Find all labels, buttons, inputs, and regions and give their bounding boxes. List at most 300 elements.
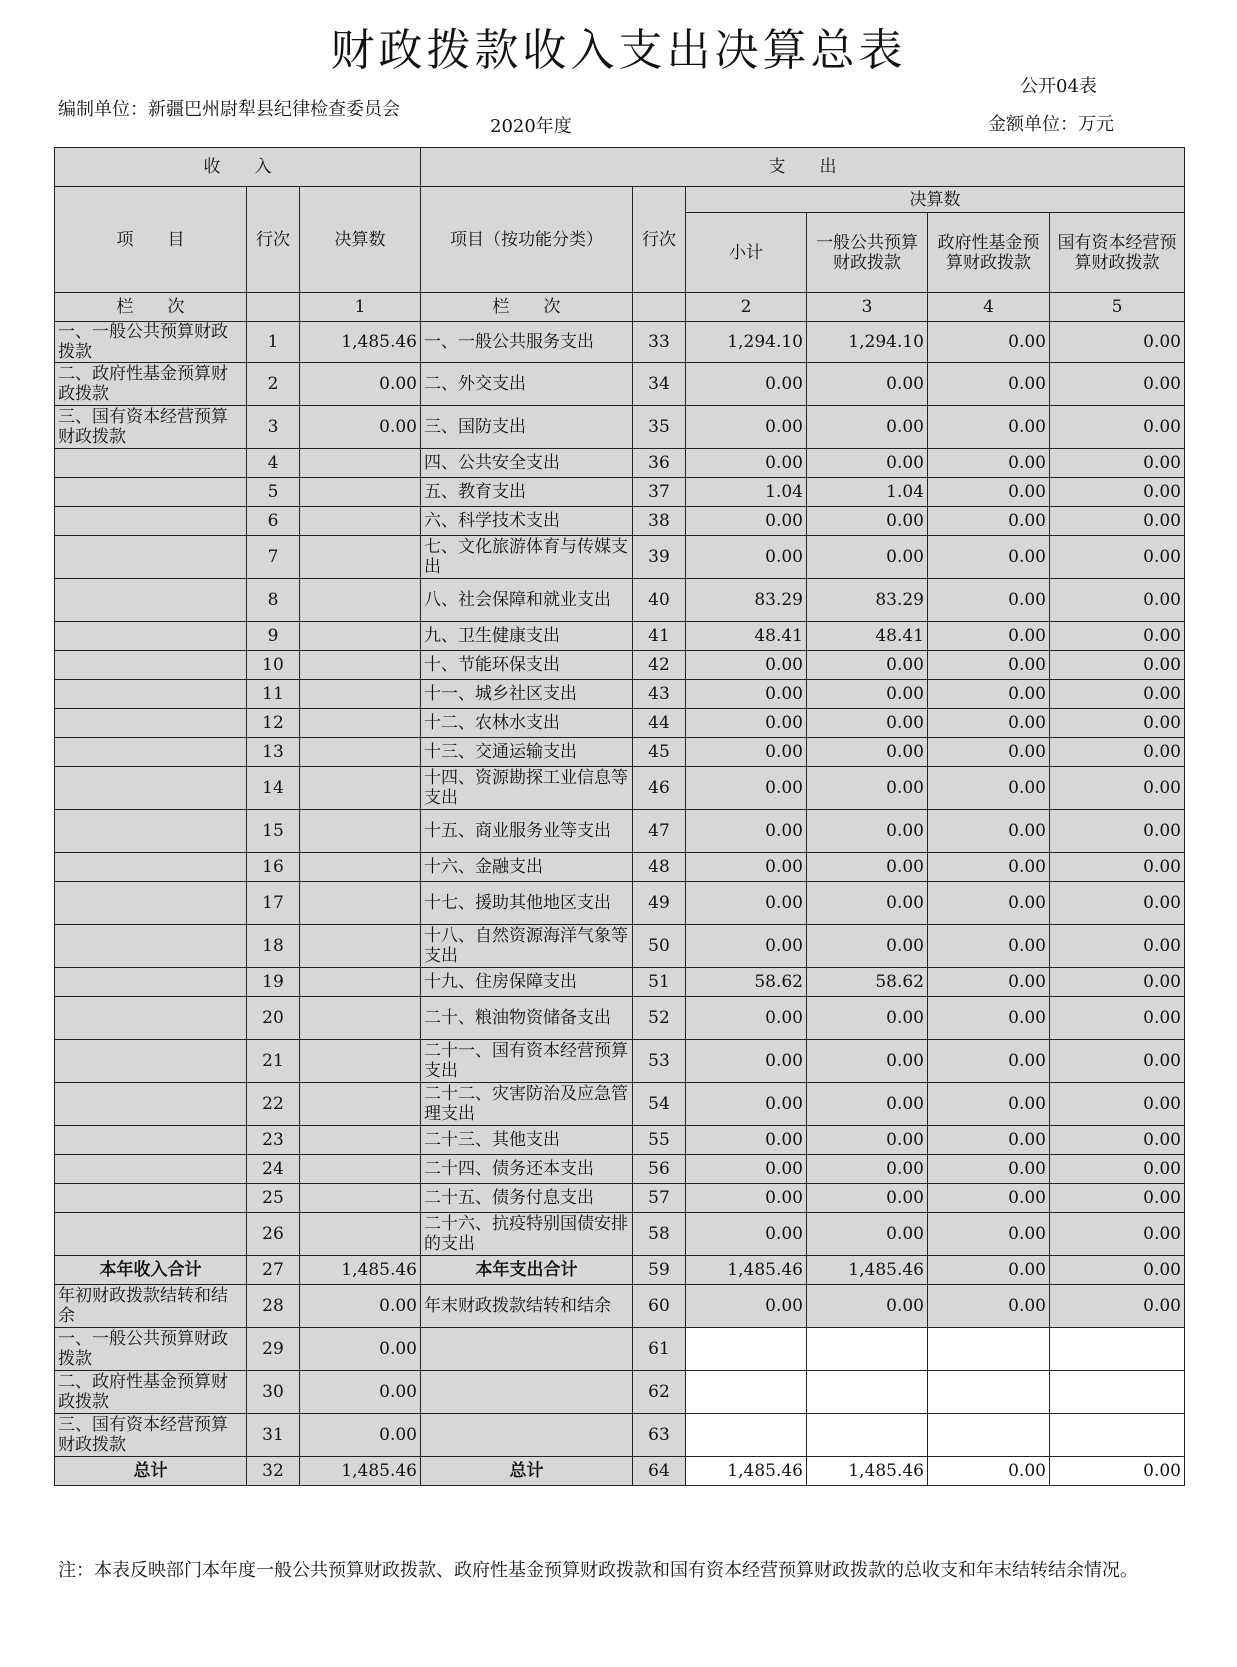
table-row bbox=[55, 882, 1185, 925]
table-number: 公开04表 bbox=[1020, 76, 1097, 97]
income-row-no: 16 bbox=[247, 853, 300, 882]
gov-fund-value: 0.00 bbox=[928, 1256, 1050, 1285]
gov-fund-value: 0.00 bbox=[928, 622, 1050, 651]
general-budget-value: 0.00 bbox=[807, 853, 928, 882]
income-column-label: 栏 次 bbox=[55, 293, 247, 322]
gov-fund-value: 0.00 bbox=[928, 1184, 1050, 1213]
income-item bbox=[55, 478, 247, 507]
income-item: 二、政府性基金预算财政拨款 bbox=[55, 1371, 247, 1414]
state-capital-value: 0.00 bbox=[1050, 579, 1185, 622]
table-row bbox=[55, 478, 1185, 507]
income-item bbox=[55, 968, 247, 997]
income-value bbox=[300, 810, 421, 853]
gov-fund-value: 0.00 bbox=[928, 1213, 1050, 1256]
subtotal-value: 0.00 bbox=[686, 738, 807, 767]
expense-column-label: 栏 次 bbox=[421, 293, 633, 322]
table-row bbox=[55, 925, 1185, 968]
subtotal-value: 0.00 bbox=[686, 853, 807, 882]
final-accounts-table bbox=[54, 147, 1185, 1486]
state-capital-value: 0.00 bbox=[1050, 738, 1185, 767]
state-capital-value: 0.00 bbox=[1050, 478, 1185, 507]
income-item bbox=[55, 622, 247, 651]
income-row-no: 26 bbox=[247, 1213, 300, 1256]
income-row-no: 6 bbox=[247, 507, 300, 536]
table-row bbox=[55, 1213, 1185, 1256]
general-budget-value bbox=[807, 1371, 928, 1414]
income-value: 0.00 bbox=[300, 406, 421, 449]
table-row bbox=[55, 579, 1185, 622]
gov-fund-value: 0.00 bbox=[928, 925, 1050, 968]
table-row bbox=[55, 1184, 1185, 1213]
expense-item: 二十、粮油物资储备支出 bbox=[421, 997, 633, 1040]
general-budget-value: 83.29 bbox=[807, 579, 928, 622]
expense-item: 十一、城乡社区支出 bbox=[421, 680, 633, 709]
gov-fund-value bbox=[928, 1371, 1050, 1414]
general-budget-value: 0.00 bbox=[807, 709, 928, 738]
general-budget-value bbox=[807, 1328, 928, 1371]
general-budget-value: 0.00 bbox=[807, 882, 928, 925]
table-row bbox=[55, 810, 1185, 853]
income-value bbox=[300, 579, 421, 622]
general-budget-value: 0.00 bbox=[807, 1184, 928, 1213]
table-row bbox=[55, 1083, 1185, 1126]
expense-item-header: 项目（按功能分类） bbox=[421, 187, 633, 293]
expense-item bbox=[421, 1371, 633, 1414]
income-row-no: 30 bbox=[247, 1371, 300, 1414]
income-row-no: 21 bbox=[247, 1040, 300, 1083]
income-value bbox=[300, 709, 421, 738]
expense-row-no: 52 bbox=[633, 997, 686, 1040]
income-value: 0.00 bbox=[300, 363, 421, 406]
income-value bbox=[300, 997, 421, 1040]
income-value bbox=[300, 622, 421, 651]
subtotal-value: 48.41 bbox=[686, 622, 807, 651]
general-budget-value: 0.00 bbox=[807, 680, 928, 709]
income-row-no: 4 bbox=[247, 449, 300, 478]
income-row-no: 25 bbox=[247, 1184, 300, 1213]
income-item: 三、国有资本经营预算财政拨款 bbox=[55, 1414, 247, 1457]
income-item: 年初财政拨款结转和结余 bbox=[55, 1285, 247, 1328]
income-value bbox=[300, 1126, 421, 1155]
expense-item: 十六、金融支出 bbox=[421, 853, 633, 882]
col-3: 3 bbox=[807, 293, 928, 322]
state-capital-value: 0.00 bbox=[1050, 322, 1185, 363]
expense-row-no: 38 bbox=[633, 507, 686, 536]
subtotal-value: 0.00 bbox=[686, 810, 807, 853]
state-capital-value: 0.00 bbox=[1050, 651, 1185, 680]
expense-item: 七、文化旅游体育与传媒支出 bbox=[421, 536, 633, 579]
general-budget-value: 0.00 bbox=[807, 767, 928, 810]
expense-item: 十九、住房保障支出 bbox=[421, 968, 633, 997]
income-row-no: 28 bbox=[247, 1285, 300, 1328]
income-value: 1,485.46 bbox=[300, 322, 421, 363]
general-budget-value: 48.41 bbox=[807, 622, 928, 651]
expense-row-no: 50 bbox=[633, 925, 686, 968]
expense-row-no: 40 bbox=[633, 579, 686, 622]
state-capital-value: 0.00 bbox=[1050, 1040, 1185, 1083]
subtotal-value: 0.00 bbox=[686, 680, 807, 709]
income-item bbox=[55, 680, 247, 709]
expense-item: 十四、资源勘探工业信息等支出 bbox=[421, 767, 633, 810]
income-value bbox=[300, 1155, 421, 1184]
expense-row-no: 37 bbox=[633, 478, 686, 507]
table-row bbox=[55, 767, 1185, 810]
expense-final-group-header: 决算数 bbox=[686, 187, 1185, 213]
expense-item: 十五、商业服务业等支出 bbox=[421, 810, 633, 853]
expense-row-no: 53 bbox=[633, 1040, 686, 1083]
gov-fund-value: 0.00 bbox=[928, 882, 1050, 925]
subtotal-value: 0.00 bbox=[686, 1155, 807, 1184]
income-value bbox=[300, 882, 421, 925]
income-value: 0.00 bbox=[300, 1328, 421, 1371]
general-budget-value: 1,485.46 bbox=[807, 1256, 928, 1285]
expense-row-no: 58 bbox=[633, 1213, 686, 1256]
expense-item: 一、一般公共服务支出 bbox=[421, 322, 633, 363]
footnote: 注：本表反映部门本年度一般公共预算财政拨款、政府性基金预算财政拨款和国有资本经营预算财政拨款的总收支和年末结转结余情况。 bbox=[58, 1560, 1138, 1581]
general-budget-value: 0.00 bbox=[807, 536, 928, 579]
expense-item: 二十一、国有资本经营预算支出 bbox=[421, 1040, 633, 1083]
income-item bbox=[55, 853, 247, 882]
table-row bbox=[55, 968, 1185, 997]
income-row-no: 13 bbox=[247, 738, 300, 767]
income-value bbox=[300, 1184, 421, 1213]
general-budget-value: 0.00 bbox=[807, 363, 928, 406]
expense-item: 总计 bbox=[421, 1457, 633, 1486]
gov-fund-value: 0.00 bbox=[928, 853, 1050, 882]
state-capital-header: 国有资本经营预算财政拨款 bbox=[1050, 213, 1185, 293]
general-budget-header: 一般公共预算财政拨款 bbox=[807, 213, 928, 293]
gov-fund-value: 0.00 bbox=[928, 406, 1050, 449]
income-value: 0.00 bbox=[300, 1371, 421, 1414]
general-budget-value: 0.00 bbox=[807, 507, 928, 536]
income-row-no: 7 bbox=[247, 536, 300, 579]
col-5: 5 bbox=[1050, 293, 1185, 322]
income-row-no: 29 bbox=[247, 1328, 300, 1371]
expense-item: 二十二、灾害防治及应急管理支出 bbox=[421, 1083, 633, 1126]
table-row bbox=[55, 449, 1185, 478]
subtotal-value: 0.00 bbox=[686, 767, 807, 810]
subtotal-value bbox=[686, 1414, 807, 1457]
state-capital-value: 0.00 bbox=[1050, 997, 1185, 1040]
expense-row-no: 49 bbox=[633, 882, 686, 925]
gov-fund-value: 0.00 bbox=[928, 767, 1050, 810]
income-item bbox=[55, 882, 247, 925]
table-row bbox=[55, 1371, 1185, 1414]
state-capital-value: 0.00 bbox=[1050, 1256, 1185, 1285]
subtotal-value: 0.00 bbox=[686, 997, 807, 1040]
state-capital-value: 0.00 bbox=[1050, 1083, 1185, 1126]
state-capital-value: 0.00 bbox=[1050, 536, 1185, 579]
income-row-no: 2 bbox=[247, 363, 300, 406]
income-item bbox=[55, 925, 247, 968]
subtotal-value: 1.04 bbox=[686, 478, 807, 507]
income-item: 总计 bbox=[55, 1457, 247, 1486]
expense-header: 支 出 bbox=[421, 148, 1185, 187]
general-budget-value: 0.00 bbox=[807, 1126, 928, 1155]
expense-row-no: 57 bbox=[633, 1184, 686, 1213]
expense-row-no: 35 bbox=[633, 406, 686, 449]
table-row bbox=[55, 709, 1185, 738]
state-capital-value: 0.00 bbox=[1050, 882, 1185, 925]
state-capital-value: 0.00 bbox=[1050, 449, 1185, 478]
income-value bbox=[300, 968, 421, 997]
expense-row-no: 60 bbox=[633, 1285, 686, 1328]
subtotal-value: 0.00 bbox=[686, 1285, 807, 1328]
state-capital-value: 0.00 bbox=[1050, 767, 1185, 810]
expense-item: 三、国防支出 bbox=[421, 406, 633, 449]
income-row-no: 8 bbox=[247, 579, 300, 622]
income-row-no: 23 bbox=[247, 1126, 300, 1155]
state-capital-value: 0.00 bbox=[1050, 1155, 1185, 1184]
income-value: 0.00 bbox=[300, 1285, 421, 1328]
table-row bbox=[55, 1285, 1185, 1328]
table-row bbox=[55, 1040, 1185, 1083]
income-value bbox=[300, 507, 421, 536]
state-capital-value: 0.00 bbox=[1050, 1213, 1185, 1256]
state-capital-value bbox=[1050, 1414, 1185, 1457]
state-capital-value: 0.00 bbox=[1050, 925, 1185, 968]
income-value bbox=[300, 449, 421, 478]
expense-item: 本年支出合计 bbox=[421, 1256, 633, 1285]
expense-row-no: 55 bbox=[633, 1126, 686, 1155]
general-budget-value: 0.00 bbox=[807, 1040, 928, 1083]
income-row-no: 14 bbox=[247, 767, 300, 810]
income-value bbox=[300, 1213, 421, 1256]
gov-fund-value: 0.00 bbox=[928, 810, 1050, 853]
general-budget-value: 0.00 bbox=[807, 1155, 928, 1184]
expense-row-no: 46 bbox=[633, 767, 686, 810]
expense-item: 二、外交支出 bbox=[421, 363, 633, 406]
subtotal-value: 83.29 bbox=[686, 579, 807, 622]
income-final-header: 决算数 bbox=[300, 187, 421, 293]
table-row bbox=[55, 322, 1185, 363]
income-item: 一、一般公共预算财政拨款 bbox=[55, 322, 247, 363]
subtotal-value: 0.00 bbox=[686, 449, 807, 478]
income-value bbox=[300, 853, 421, 882]
income-item bbox=[55, 449, 247, 478]
col-2: 2 bbox=[686, 293, 807, 322]
income-item bbox=[55, 1155, 247, 1184]
gov-fund-value: 0.00 bbox=[928, 968, 1050, 997]
state-capital-value: 0.00 bbox=[1050, 406, 1185, 449]
state-capital-value bbox=[1050, 1328, 1185, 1371]
gov-fund-value: 0.00 bbox=[928, 1155, 1050, 1184]
income-value bbox=[300, 680, 421, 709]
income-item: 本年收入合计 bbox=[55, 1256, 247, 1285]
expense-row-no: 43 bbox=[633, 680, 686, 709]
page-title: 财政拨款收入支出决算总表 bbox=[330, 25, 907, 76]
table-row bbox=[55, 507, 1185, 536]
income-item: 一、一般公共预算财政拨款 bbox=[55, 1328, 247, 1371]
income-value bbox=[300, 1040, 421, 1083]
state-capital-value: 0.00 bbox=[1050, 853, 1185, 882]
gov-fund-value: 0.00 bbox=[928, 579, 1050, 622]
expense-item bbox=[421, 1328, 633, 1371]
income-row-no: 9 bbox=[247, 622, 300, 651]
expense-item: 十、节能环保支出 bbox=[421, 651, 633, 680]
income-value: 1,485.46 bbox=[300, 1457, 421, 1486]
gov-fund-value: 0.00 bbox=[928, 651, 1050, 680]
income-value bbox=[300, 738, 421, 767]
state-capital-value: 0.00 bbox=[1050, 968, 1185, 997]
gov-fund-value: 0.00 bbox=[928, 1126, 1050, 1155]
table-row bbox=[55, 1256, 1185, 1285]
expense-row-no: 39 bbox=[633, 536, 686, 579]
subtotal-value: 0.00 bbox=[686, 709, 807, 738]
subtotal-header: 小计 bbox=[686, 213, 807, 293]
table-row bbox=[55, 1328, 1185, 1371]
gov-fund-value bbox=[928, 1328, 1050, 1371]
table-row bbox=[55, 363, 1185, 406]
subtotal-value: 0.00 bbox=[686, 536, 807, 579]
income-row-no: 1 bbox=[247, 322, 300, 363]
income-row-no: 15 bbox=[247, 810, 300, 853]
organization-label: 编制单位：新疆巴州尉犁县纪律检查委员会 bbox=[58, 99, 400, 120]
income-item bbox=[55, 579, 247, 622]
expense-item: 十三、交通运输支出 bbox=[421, 738, 633, 767]
subtotal-value: 0.00 bbox=[686, 363, 807, 406]
subtotal-value: 0.00 bbox=[686, 1083, 807, 1126]
expense-row-no: 48 bbox=[633, 853, 686, 882]
fiscal-year: 2020年度 bbox=[490, 116, 572, 137]
income-item bbox=[55, 507, 247, 536]
income-item bbox=[55, 651, 247, 680]
income-item bbox=[55, 1083, 247, 1126]
expense-item: 二十四、债务还本支出 bbox=[421, 1155, 633, 1184]
income-row-no: 17 bbox=[247, 882, 300, 925]
income-row-no: 19 bbox=[247, 968, 300, 997]
income-item bbox=[55, 810, 247, 853]
income-item bbox=[55, 536, 247, 579]
subtotal-value bbox=[686, 1371, 807, 1414]
state-capital-value: 0.00 bbox=[1050, 363, 1185, 406]
income-row-no: 10 bbox=[247, 651, 300, 680]
gov-fund-value: 0.00 bbox=[928, 363, 1050, 406]
income-item bbox=[55, 1184, 247, 1213]
table-row bbox=[55, 997, 1185, 1040]
general-budget-value: 1,294.10 bbox=[807, 322, 928, 363]
income-item-header: 项 目 bbox=[55, 187, 247, 293]
income-item bbox=[55, 1126, 247, 1155]
gov-fund-value: 0.00 bbox=[928, 738, 1050, 767]
col-4: 4 bbox=[928, 293, 1050, 322]
state-capital-value: 0.00 bbox=[1050, 709, 1185, 738]
subtotal-value: 58.62 bbox=[686, 968, 807, 997]
income-item: 二、政府性基金预算财政拨款 bbox=[55, 363, 247, 406]
income-item bbox=[55, 709, 247, 738]
expense-item: 五、教育支出 bbox=[421, 478, 633, 507]
table-row bbox=[55, 738, 1185, 767]
general-budget-value: 1.04 bbox=[807, 478, 928, 507]
income-item bbox=[55, 738, 247, 767]
table-row bbox=[55, 622, 1185, 651]
income-value: 0.00 bbox=[300, 1414, 421, 1457]
table-row bbox=[55, 853, 1185, 882]
state-capital-value: 0.00 bbox=[1050, 622, 1185, 651]
general-budget-value: 0.00 bbox=[807, 997, 928, 1040]
expense-row-no: 45 bbox=[633, 738, 686, 767]
income-item bbox=[55, 997, 247, 1040]
general-budget-value: 0.00 bbox=[807, 449, 928, 478]
income-row-no: 22 bbox=[247, 1083, 300, 1126]
subtotal-value: 0.00 bbox=[686, 1213, 807, 1256]
expense-row-no: 62 bbox=[633, 1371, 686, 1414]
income-row-no: 27 bbox=[247, 1256, 300, 1285]
income-value bbox=[300, 925, 421, 968]
income-row-no: 31 bbox=[247, 1414, 300, 1457]
state-capital-value bbox=[1050, 1371, 1185, 1414]
state-capital-value: 0.00 bbox=[1050, 507, 1185, 536]
expense-item: 九、卫生健康支出 bbox=[421, 622, 633, 651]
gov-fund-value: 0.00 bbox=[928, 536, 1050, 579]
expense-row-no: 59 bbox=[633, 1256, 686, 1285]
table-row bbox=[55, 680, 1185, 709]
expense-item: 十二、农林水支出 bbox=[421, 709, 633, 738]
gov-fund-value: 0.00 bbox=[928, 1040, 1050, 1083]
state-capital-value: 0.00 bbox=[1050, 1184, 1185, 1213]
income-header: 收 入 bbox=[55, 148, 421, 187]
expense-item: 二十五、债务付息支出 bbox=[421, 1184, 633, 1213]
expense-item: 年末财政拨款结转和结余 bbox=[421, 1285, 633, 1328]
table-row bbox=[55, 1155, 1185, 1184]
subtotal-value: 0.00 bbox=[686, 651, 807, 680]
state-capital-value: 0.00 bbox=[1050, 1126, 1185, 1155]
income-item bbox=[55, 767, 247, 810]
subtotal-value: 0.00 bbox=[686, 1040, 807, 1083]
expense-row-no: 54 bbox=[633, 1083, 686, 1126]
income-value bbox=[300, 536, 421, 579]
gov-fund-value: 0.00 bbox=[928, 1285, 1050, 1328]
gov-fund-value: 0.00 bbox=[928, 680, 1050, 709]
income-row-no: 32 bbox=[247, 1457, 300, 1486]
expense-item: 十七、援助其他地区支出 bbox=[421, 882, 633, 925]
subtotal-value: 0.00 bbox=[686, 925, 807, 968]
income-value bbox=[300, 1083, 421, 1126]
expense-row-no: 63 bbox=[633, 1414, 686, 1457]
table-row bbox=[55, 1126, 1185, 1155]
gov-fund-value: 0.00 bbox=[928, 507, 1050, 536]
expense-row-no: 34 bbox=[633, 363, 686, 406]
income-row-no: 24 bbox=[247, 1155, 300, 1184]
income-row-no: 12 bbox=[247, 709, 300, 738]
income-value bbox=[300, 651, 421, 680]
expense-item: 六、科学技术支出 bbox=[421, 507, 633, 536]
income-row-no: 5 bbox=[247, 478, 300, 507]
expense-row-no: 61 bbox=[633, 1328, 686, 1371]
expense-row-no: 42 bbox=[633, 651, 686, 680]
income-row-no: 20 bbox=[247, 997, 300, 1040]
state-capital-value: 0.00 bbox=[1050, 810, 1185, 853]
gov-fund-value bbox=[928, 1414, 1050, 1457]
expense-row-no: 56 bbox=[633, 1155, 686, 1184]
general-budget-value: 0.00 bbox=[807, 406, 928, 449]
income-row-no-header: 行次 bbox=[247, 187, 300, 293]
expense-item: 四、公共安全支出 bbox=[421, 449, 633, 478]
expense-row-no: 41 bbox=[633, 622, 686, 651]
general-budget-value: 0.00 bbox=[807, 651, 928, 680]
gov-fund-value: 0.00 bbox=[928, 997, 1050, 1040]
general-budget-value: 0.00 bbox=[807, 810, 928, 853]
gov-fund-value: 0.00 bbox=[928, 478, 1050, 507]
income-row-no: 11 bbox=[247, 680, 300, 709]
gov-fund-value: 0.00 bbox=[928, 449, 1050, 478]
income-item bbox=[55, 1040, 247, 1083]
expense-row-no: 51 bbox=[633, 968, 686, 997]
state-capital-value: 0.00 bbox=[1050, 1457, 1185, 1486]
expense-item: 十八、自然资源海洋气象等支出 bbox=[421, 925, 633, 968]
amount-unit: 金额单位：万元 bbox=[988, 114, 1114, 135]
general-budget-value: 0.00 bbox=[807, 738, 928, 767]
